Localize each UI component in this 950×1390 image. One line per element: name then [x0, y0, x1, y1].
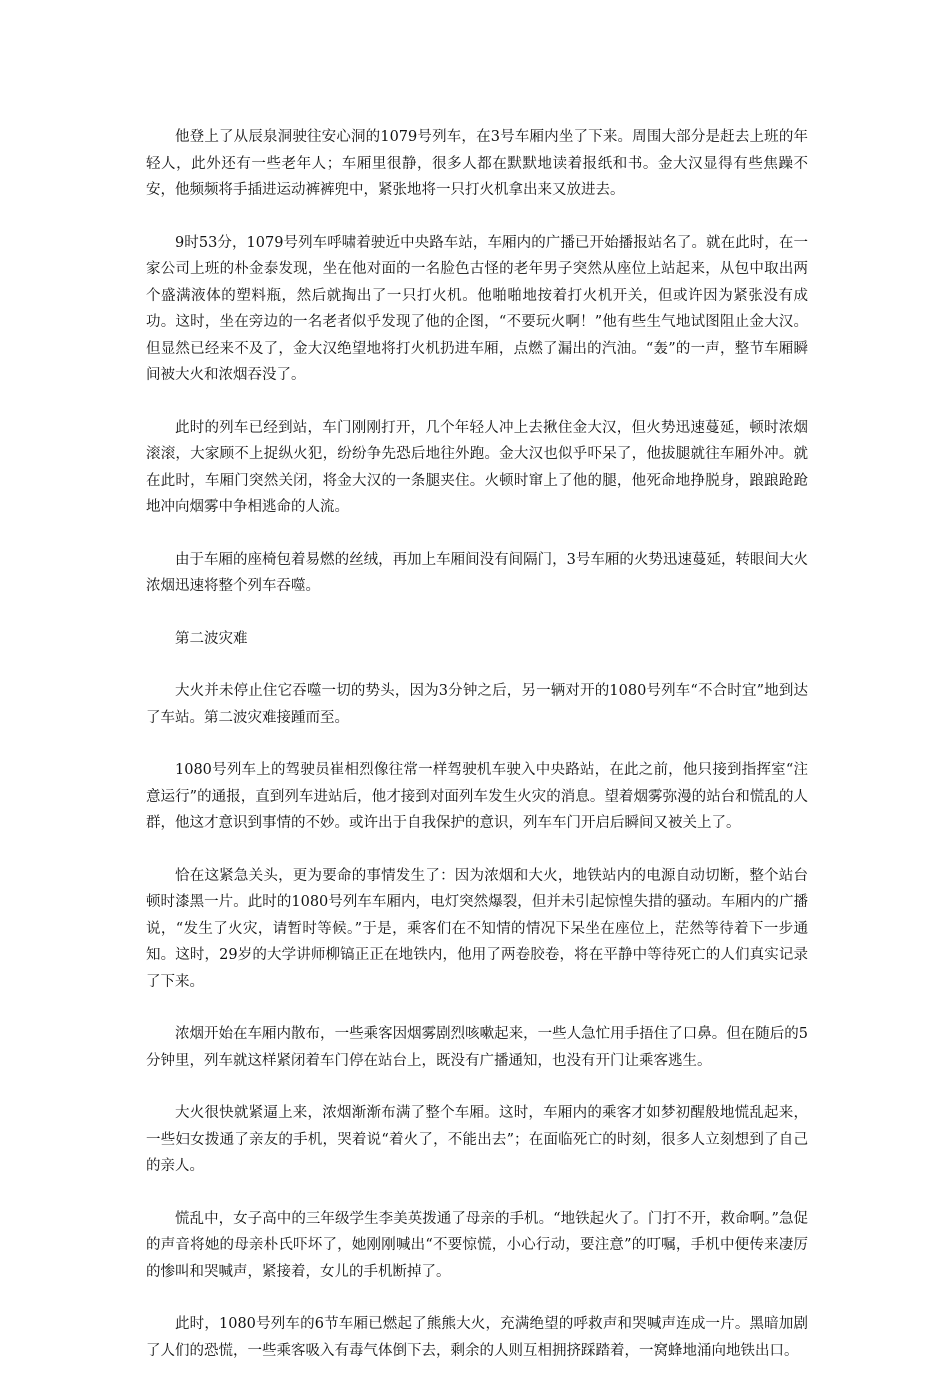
- paragraph: 由于车厢的座椅包着易燃的丝绒，再加上车厢间没有间隔门，3号车厢的火势迅速蔓延，转眼间大火浓烟迅速将整个列车吞噬。: [146, 551, 808, 594]
- paragraph: 大火并未停止住它吞噬一切的势头，因为3分钟之后，另一辆对开的1080号列车“不合时宜”地到达了车站。第二波灾难接踵而至。: [146, 683, 808, 726]
- paragraph: 9时53分，1079号列车呼啸着驶近中央路车站，车厢内的广播已开始播报站名了。就在此时，在一家公司上班的朴金泰发现，坐在他对面的一名脸色古怪的老年男子突然从座位上站起来，从包中取出两个盛满液体的塑料瓶，然后就掏出了一只打火机。他啪啪地按着打火机开关，但或许因为紧张没有成功。这时，坐在旁边的一名老者似乎发现了他的企图，“不要玩火啊！”他有些生气地试图阻止金大汉。但显然已经来不及了，金大汉绝望地将打火机扔进车厢，点燃了漏出的汽油。“轰”的一声，整节车厢瞬间被大火和浓烟吞没了。: [146, 234, 808, 383]
- document-page: [146, 124, 808, 1390]
- section-heading: 第二波灾难: [175, 630, 248, 647]
- paragraph: 1080号列车上的驾驶员崔相烈像往常一样驾驶机车驶入中央路站，在此之前，他只接到指挥室“注意运行”的通报，直到列车进站后，他才接到对面列车发生火灾的消息。望着烟雾弥漫的站台和慌乱的人群，他这才意识到事情的不妙。或许出于自我保护的意识，列车车门开启后瞬间又被关上了。: [146, 762, 808, 831]
- paragraph: 大火很快就紧逼上来，浓烟渐渐布满了整个车厢。这时，车厢内的乘客才如梦初醒般地慌乱起来，一些妇女拨通了亲友的手机，哭着说“着火了，不能出去”；在面临死亡的时刻，很多人立刻想到了自己的亲人。: [146, 1105, 808, 1174]
- paragraph: 此时的列车已经到站，车门刚刚打开，几个年轻人冲上去揪住金大汉，但火势迅速蔓延，顿时浓烟滚滚，大家顾不上捉纵火犯，纷纷争先恐后地往外跑。金大汉也似乎吓呆了，他拔腿就往车厢外冲。就在此时，车厢门突然关闭，将金大汉的一条腿夹住。火顿时窜上了他的腿，他死命地挣脱身，踉踉跄跄地冲向烟雾中争相逃命的人流。: [146, 419, 808, 515]
- paragraph: 慌乱中，女子高中的三年级学生李美英拨通了母亲的手机。“地铁起火了。门打不开，救命啊。”急促的声音将她的母亲朴氏吓坏了，她刚刚喊出“不要惊慌，小心行动，要注意”的叮嘱，手机中便传来凄厉的惨叫和哭喊声，紧接着，女儿的手机断掉了。: [146, 1210, 808, 1280]
- paragraph: 此时，1080号列车的6节车厢已燃起了熊熊大火，充满绝望的呼救声和哭喊声连成一片。黑暗加剧了人们的恐慌，一些乘客吸入有毒气体倒下去，剩余的人则互相拥挤踩踏着，一窝蜂地涌向地铁出口。: [146, 1316, 808, 1359]
- paragraph: 恰在这紧急关头，更为要命的事情发生了：因为浓烟和大火，地铁站内的电源自动切断，整个站台顿时漆黑一片。此时的1080号列车车厢内，电灯突然爆裂，但并未引起惊惶失措的骚动。车厢内的广播说，“发生了火灾，请暂时等候。”于是，乘客们在不知情的情况下呆坐在座位上，茫然等待着下一步通知。这时，29岁的大学讲师柳镐正正在地铁内，他用了两卷胶卷，将在平静中等待死亡的人们真实记录了下来。: [146, 867, 808, 990]
- paragraph: 他登上了从辰泉洞驶往安心洞的1079号列车，在3号车厢内坐了下来。周围大部分是赶去上班的年轻人，此外还有一些老年人；车厢里很静，很多人都在默默地读着报纸和书。金大汉显得有些焦躁不安，他频频将手插进运动裤裤兜中，紧张地将一只打火机拿出来又放进去。: [146, 129, 808, 198]
- paragraph: 浓烟开始在车厢内散布，一些乘客因烟雾剧烈咳嗽起来，一些人急忙用手捂住了口鼻。但在随后的5分钟里，列车就这样紧闭着车门停在站台上，既没有广播通知，也没有开门让乘客逃生。: [146, 1026, 808, 1069]
